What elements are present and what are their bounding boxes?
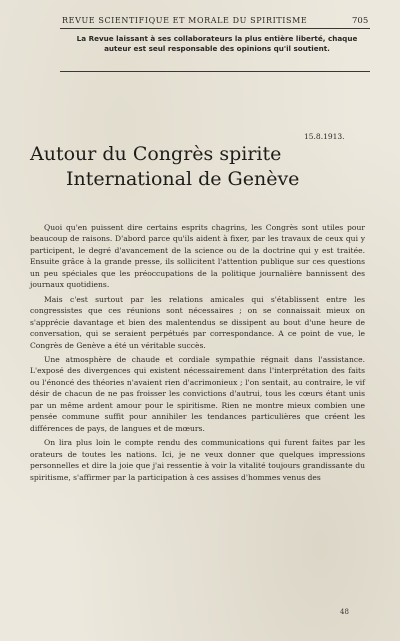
signature-mark: 48 xyxy=(340,608,349,616)
article-body xyxy=(30,222,365,486)
article-title xyxy=(30,142,375,192)
article-title-line1: Autour du Congrès spirite xyxy=(30,143,282,165)
article-title-line2: International de Genève xyxy=(66,168,300,190)
article-date: 15.8.1913. xyxy=(304,132,345,141)
page-number: 705 xyxy=(352,16,369,26)
running-head: REVUE SCIENTIFIQUE ET MORALE DU SPIRITISME xyxy=(62,16,308,25)
body-paragraph: On lira plus loin le compte rendu des communications qui furent faites par les orateurs de toutes les nations. Ici, je ne veux donner que quelques impressions personnelles et dire la joie que j'ai ressentie à voir la vitalité toujours grandissante du spiritisme, s'affirmer par la participation à ces assises d'hommes venus des xyxy=(30,438,365,482)
body-paragraph: Quoi qu'en puissent dire certains esprits chagrins, les Congrès sont utiles pour beaucoup de raisons. D'abord parce qu'ils aident à fixer, par les travaux de ceux qui y participent, le degré d'avancement de la science ou de la doctrine qui y est traitée. Ensuite grâce à la grande presse, ils sollicitent l'attention publique sur ces questions un peu spéciales que les préoccupations de la politique journalière bannissent des journaux quotidiens. xyxy=(30,223,365,290)
body-paragraph: Une atmosphère de chaude et cordiale sympathie régnait dans l'assistance. L'exposé des divergences qui existent nécessairement dans l'interprétation des faits ou l'énoncé des théories n'avaient rien d'acrimonieux ; l'on sentait, au contraire, le vif désir de chacun de ne pas froisser les convictions d'autrui, tous les cœurs étant unis par un même ardent amour pour le spiritisme. Rien ne montre mieux combien une pensée commune suffit pour annihiler les tendances particulières que créent les différences de pays, de langues et de mœurs. xyxy=(30,354,365,433)
notice-rule xyxy=(60,71,370,72)
body-paragraph: Mais c'est surtout par les relations amicales qui s'établissent entre les congressistes que ces réunions sont nécessaires ; on se connaissait mieux on s'apprécie davantage et bien des malentendus se dissipent au bout d'une heure de conversation, qui se seraient perpétués par correspondance. A ce point de vue, le Congrès de Genève a été un véritable succès. xyxy=(30,294,365,350)
editorial-notice: La Revue laissant à ses collaborateurs la plus entière liberté, chaque auteur est seul responsable des opinions qu'il soutient. xyxy=(76,34,358,53)
header-rule xyxy=(60,28,370,29)
